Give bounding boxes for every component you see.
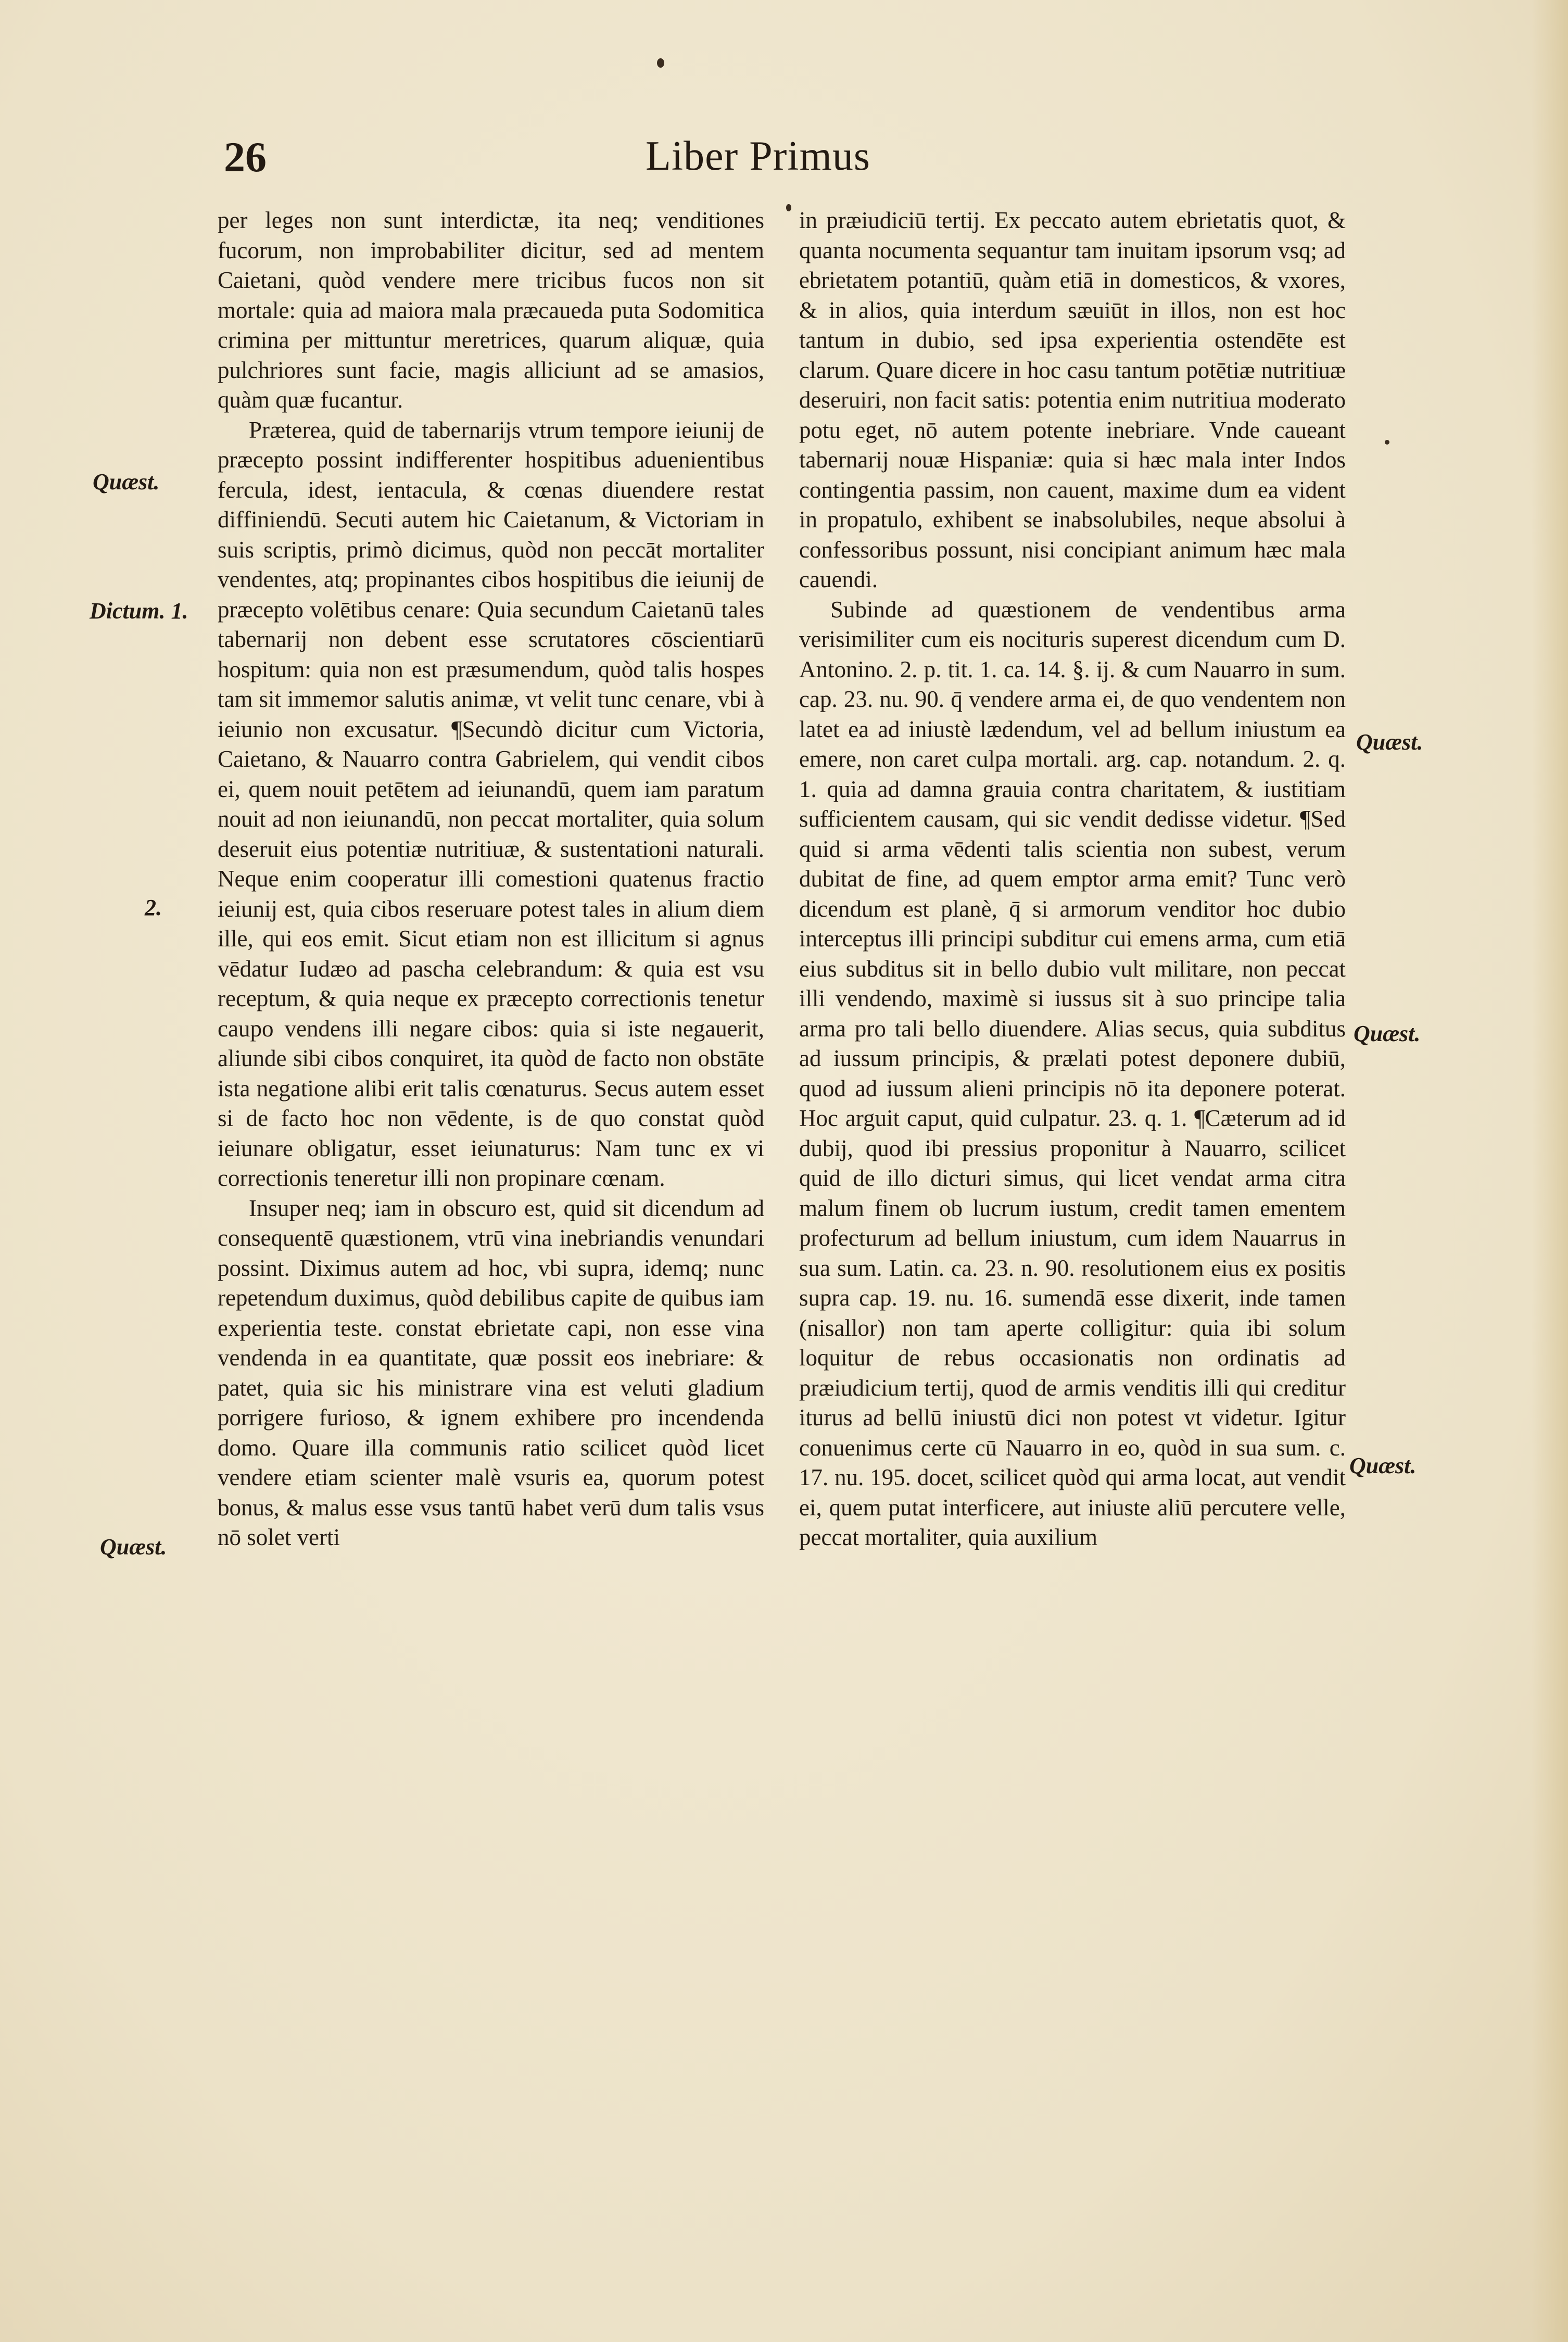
margin-note-quaestio: Quæst. [1356,729,1423,755]
text-column-right [799,206,1346,1553]
paragraph: Insuper neq; iam in obscuro est, quid sit dicendum ad consequentē quæstionem, vtrū vina inebriandis venundari possint. Diximus autem ad hoc, vbi supra, idemq; nunc repetendum duximus, quòd debilibus capite de quibus iam experientia teste. constat ebrietate capi, non esse vina vendenda in ea quantitate, quæ possit eos inebriare: & patet, quia sic his ministrare vina est veluti gladium porrigere furioso, & ignem exhibere pro incendenda domo. Quare illa communis ratio scilicet quòd licet vendere etiam scienter malè vsuris ea, quorum potest bonus, & malus esse vsus tantū habet verū dum talis vsus nō solet verti [218,1195,764,1550]
margin-note-dictum: Dictum. 1. [90,598,188,624]
paragraph: Subinde ad quæstionem de vendentibus arma verisimiliter cum eis nocituris superest dicendum cum D. Antonino. 2. p. tit. 1. ca. 14. §. ij. & cum Nauarro in sum. cap. 23. nu. 90. q̄ vendere arma ei, de quo vendentem non latet ea ad iniustè lædendum, vel ad bellum iniustum ea emere, non caret culpa mortali. arg. cap. notandum. 2. q. 1. quia ad damna grauia contra charitatem, & iustitiam sufficientem causam, qui sic vendit dedisse videtur. ¶Sed quid si arma vēdenti talis scientia non subest, verum dubitat de fine, ad quem emptor arma emit? Tunc verò dicendum est planè, q̄ si armorum venditor hoc dubio interceptus illi principi subditur cui emens arma, cum etiā eius subditus sit in bello dubio vult militare, non peccat illi vendendo, maximè si iussus sit à suo principe talia arma pro tali bello diuendere. Alias secus, quia subditus ad iussum principis, & prælati potest deponere dubiū, quod ad iussum alieni principis nō ita deponere poterat. Hoc arguit caput, quid culpatur. 23. q. 1. ¶Cæterum ad id dubij, quod ibi pressius proponitur à Nauarro, scilicet quid de illo dicturi simus, qui licet vendat arma citra malum finem ob lucrum iustum, credit tamen ementem profecturum ad bellum iniustum, cum idem Nauarrus in sua sum. Latin. ca. 23. n. 90. resolutionem eius ex positis supra cap. 19. nu. 16. sumendā esse dixerit, inde tamen (nisallor) non tam aperte colligitur: quia ibi solum loquitur de rebus occasionatis non ordinatis ad præiudicium tertij, quod de armis venditis illi qui creditur iturus ad bellū iniustū dici non potest vt videtur. Igitur conuenimus certe cū Nauarro in eo, quòd in sua sum. c. 17. nu. 195. docet, scilicet quòd qui arma locat, aut vendit ei, quem putat interficere, aut iniuste aliū percutere velle, peccat mortaliter, quia auxilium [799,596,1346,1550]
page-header [224,133,1317,190]
ink-speck [1385,440,1389,445]
paragraph: in præiudiciū tertij. Ex peccato autem ebrietatis quot, & quanta nocumenta sequantur tam inuitam ipsorum vsq; ad ebrietatem potantiū, quàm etiā in domesticos, & vxores, & in alios, quia interdum sæuiūt in illos, non est hoc tantum in dubio, sed ipsa experientia ostendēte est clarum. Quare dicere in hoc casu tantum potētiæ nutritiuæ deseruiri, non facit satis: potentia enim nutritiua moderato potu eget, nō autem potente inebriare. Vnde caueant tabernarij nouæ Hispaniæ: quia si hæc mala inter Indos contingentia passim, non cauent, maxime dum ea vident in propatulo, exhibent se inabsolubiles, neque absolui à confessoribus possunt, nisi concipiant animum hæc mala cauendi. [799,207,1346,592]
page-edge-shadow [1532,0,1568,2342]
margin-note-quaestio: Quæst. [100,1534,167,1560]
ink-speck [657,58,664,68]
margin-note-quaestio: Quæst. [1349,1453,1417,1478]
paragraph: per leges non sunt interdictæ, ita neq; venditiones fucorum, non improbabiliter dicitur, sed ad mentem Caietani, quòd vendere mere tricibus fucos non sit mortale: quia ad maiora mala præcaueda puta Sodomitica crimina per mittuntur meretrices, quarum aliquæ, quia pulchriores sunt facie, magis alliciunt ad se amasios, quàm quæ fucantur. [218,207,764,413]
margin-note-number: 2. [145,895,162,920]
text-column-left [218,206,764,1553]
paragraph: Præterea, quid de tabernarijs vtrum tempore ieiunij de præcepto possint indifferenter hospitibus aduenientibus fercula, idest, ientacula, & cœnas diuendere restat diffiniendū. Secuti autem hic Caietanum, & Victoriam in suis scriptis, primò dicimus, quòd non peccāt mortaliter vendentes, atq; propinantes cibos hospitibus die ieiunij de præcepto volētibus cenare: Quia secundum Caietanū tales tabernarij non debent esse scrutatores cōscientiarū hospitum: quia non est præsumendum, quòd talis hospes tam sit immemor salutis animæ, vt velit tunc cenare, vbi à ieiunio non excusatur. ¶Secundò dicitur cum Victoria, Caietano, & Nauarro contra Gabrielem, qui vendit cibos ei, quem nouit petētem ad ieiunandū, quem iam paratum nouit ad non ieiunandū, non peccat mortaliter, quia solum deseruit eius potentiæ nutritiuæ, & sustentationi naturali. Neque enim cooperatur illi comestioni quatenus fractio ieiunij est, quia cibos reseruare potest tales in alium diem ille, qui eos emit. Sicut etiam non est illicitum si agnus vēdatur Iudæo ad pascha celebrandum: & quia est vsu receptum, & quia neque ex præcepto correctionis tenetur caupo vendens illi negare cibos: quia si iste negauerit, aliunde sibi cibos conquiret, ita quòd de facto non obstāte ista negatione alibi erit talis cœnaturus. Secus autem esset si de facto hoc non vēdente, is de quo constat quòd ieiunare obligatur, esset ieiunaturus: Nam tunc ex vi correctionis teneretur illi non propinare cœnam. [218,416,764,1191]
ink-speck [786,204,791,211]
folio-number: 26 [224,133,267,181]
running-title: Liber Primus [646,133,870,179]
margin-note-quaestio: Quæst. [93,469,160,495]
margin-note-quaestio: Quæst. [1354,1021,1421,1046]
